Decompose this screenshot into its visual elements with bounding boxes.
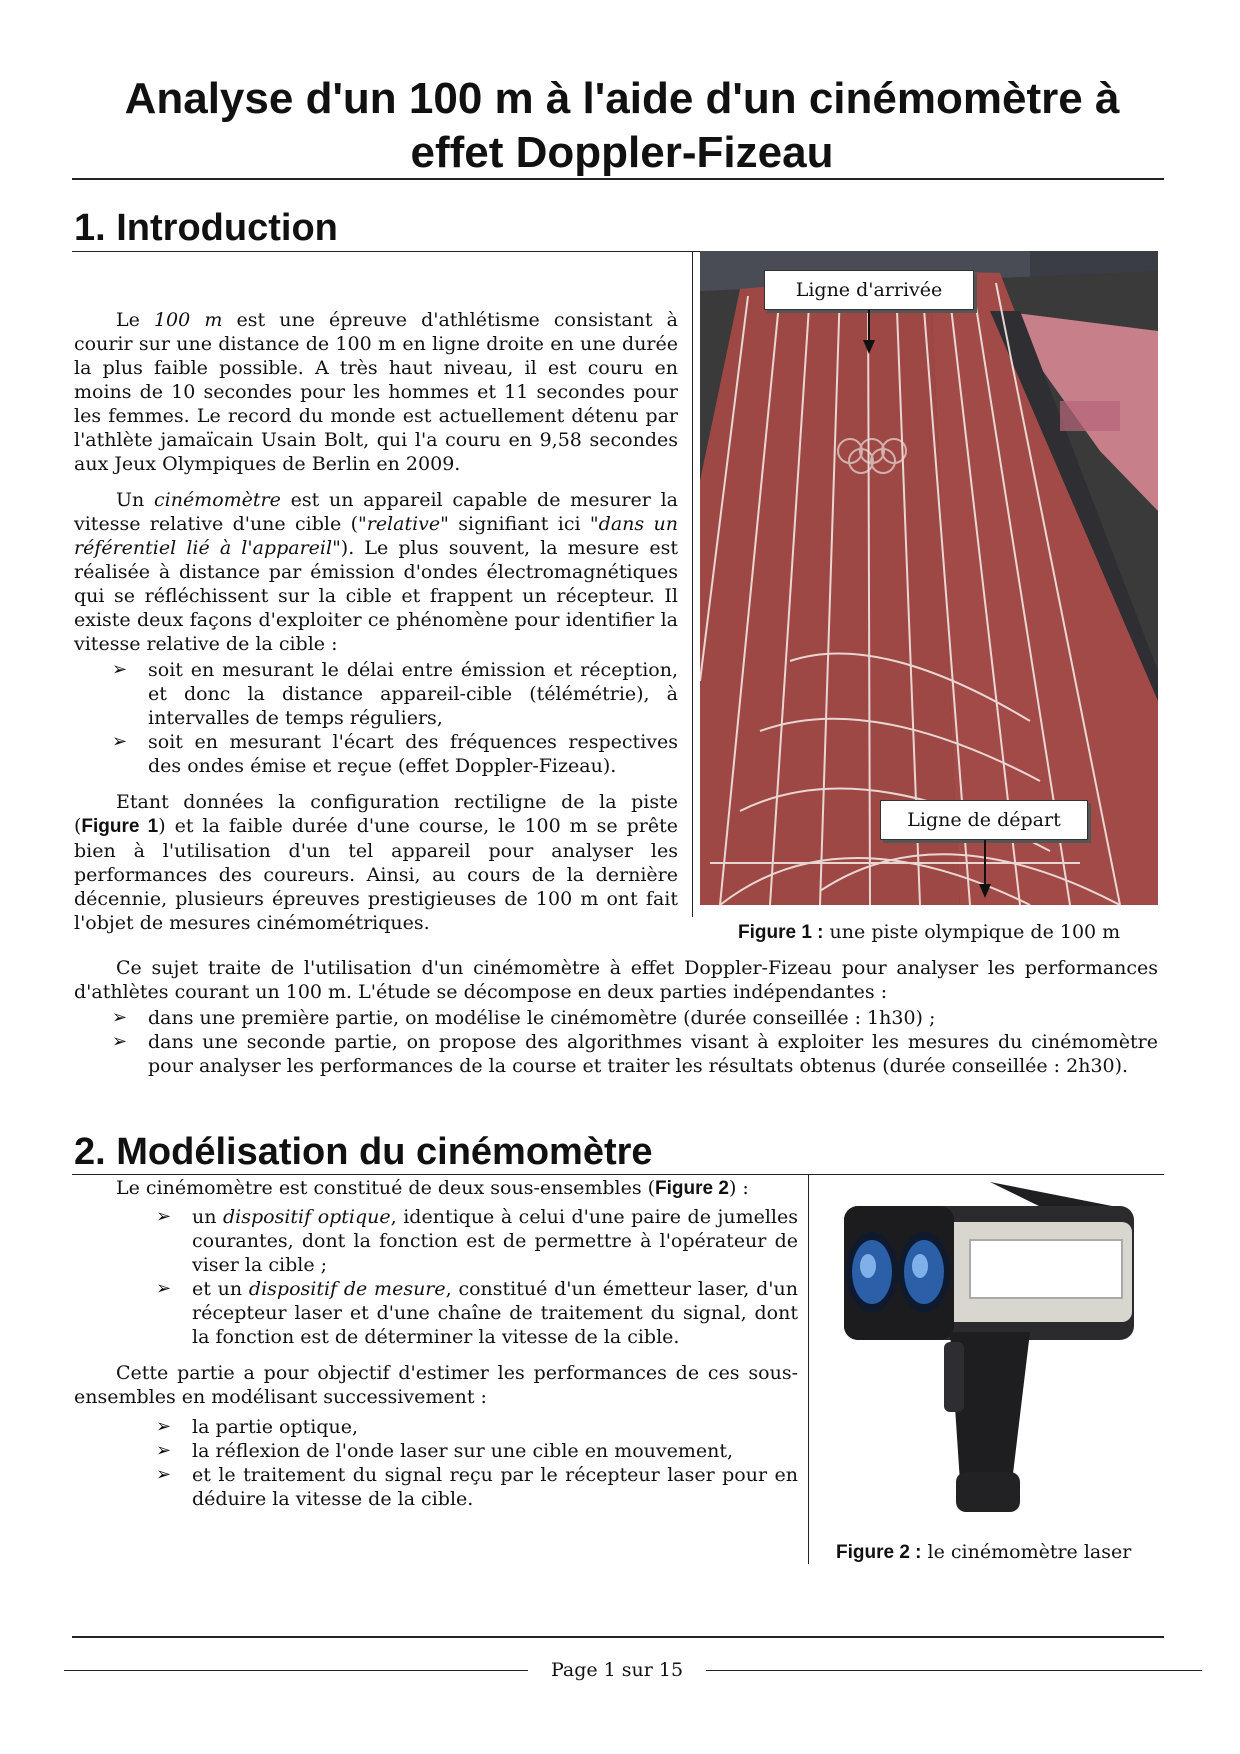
arrowhead-bullet-icon: ➢ <box>112 659 128 680</box>
callout-finish-line: Ligne d'arrivée <box>764 270 974 310</box>
section-2-column-divider <box>808 1174 809 1564</box>
arrowhead-bullet-icon: ➢ <box>112 731 128 752</box>
footer-rule-right <box>706 1670 1202 1671</box>
callout-start-line: Ligne de départ <box>880 800 1088 840</box>
list-item: ➢ la partie optique, <box>156 1416 359 1438</box>
figure-1-caption: Figure 1 : une piste olympique de 100 m <box>738 921 1121 943</box>
footer-rule-top <box>72 1636 1164 1638</box>
figure-2-reference: Figure 2 <box>655 1178 729 1199</box>
section-1-heading: 1. Introduction <box>74 207 338 249</box>
intro-paragraph-1: Le 100 m est une épreuve d'athlétisme consistant à courir sur une distance de 100 m en ligne droite en une durée la plus faible possible. A très haut niveau, il est couru en moins de 10 secondes pour les hommes et 11 secondes pour les femmes. Le record du monde est actuellement détenu par l'athlète jamaïcain Usain Bolt, qui l'a couru en 9,58 secondes aux Jeux Olympiques de Berlin en 2009. <box>74 309 678 475</box>
intro-paragraph-3: Etant données la configuration rectiligne de la piste (Figure 1) et la faible durée d'une course, le 100 m se prête bien à l'utilisation d'un tel appareil pour analyser les performances des coureurs. Ainsi, au cours de la dernière décennie, plusieurs épreuves prestigieuses de 100 m ont fait l'objet de mesures cinémométriques. <box>74 791 679 934</box>
arrow-down-icon <box>984 840 986 896</box>
arrowhead-bullet-icon: ➢ <box>156 1440 172 1461</box>
list-item: ➢ et le traitement du signal reçu par le récepteur laser pour en déduire la vitesse de la cible. <box>156 1464 798 1510</box>
intro-paragraph-2: Un cinémomètre est un appareil capable de mesurer la vitesse relative d'une cible ("relative" signifiant ici "dans un référentiel lié à l'appareil"). Le plus souvent, la mesure est réalisée à distance par émission d'ondes électromagnétiques qui se réfléchissent sur la cible et frappent un récepteur. Il existe deux façons d'exploiter ce phénomène pour identifier la vitesse relative de la cible : <box>74 489 678 655</box>
section-1-rule <box>72 251 700 252</box>
arrowhead-bullet-icon: ➢ <box>156 1416 172 1437</box>
document-title <box>72 72 1172 180</box>
laser-gun-illustration <box>840 1182 1140 1522</box>
section-2-rule <box>72 1174 1164 1175</box>
section-1-text-column <box>74 308 678 935</box>
modelling-steps-list <box>74 1415 798 1511</box>
arrowhead-bullet-icon: ➢ <box>156 1278 172 1299</box>
title-rule <box>72 178 1164 180</box>
list-item: ➢ un dispositif optique, identique à celui d'une paire de jumelles courantes, dont la fonction est de permettre à l'opérateur de viser la cible ; <box>156 1206 798 1276</box>
measurement-methods-list <box>74 658 678 778</box>
list-item: ➢ dans une seconde partie, on propose des algorithmes visant à exploiter les mesures du cinémomètre pour analyser les performances de la course et traiter les résultats obtenus (durée conseillée : 2h30). <box>112 1031 1158 1077</box>
arrowhead-bullet-icon: ➢ <box>156 1464 172 1485</box>
arrow-down-icon <box>868 310 870 352</box>
arrowhead-bullet-icon: ➢ <box>156 1206 172 1227</box>
subsystems-list <box>74 1205 798 1349</box>
section-2-paragraph-1: Le cinémomètre est constitué de deux sous-ensembles (Figure 2) : <box>116 1177 749 1199</box>
section-2-text-column <box>74 1176 798 1511</box>
section-2-paragraph-2: Cette partie a pour objectif d'estimer les performances de ces sous-ensembles en modélisant successivement : <box>74 1362 798 1408</box>
figure-2-caption: Figure 2 : le cinémomètre laser <box>836 1541 1132 1563</box>
title-line-1: Analyse d'un 100 m à l'aide d'un cinémomètre à <box>124 74 1120 123</box>
emphasis-100m: 100 m <box>153 309 223 331</box>
section-1-column-divider <box>692 251 693 917</box>
title-line-2: effet Doppler-Fizeau <box>410 128 834 177</box>
arrowhead-bullet-icon: ➢ <box>112 1007 128 1028</box>
section-2-heading: 2. Modélisation du cinémomètre <box>74 1131 653 1173</box>
page-number: Page 1 sur 15 <box>550 1659 684 1681</box>
list-item: ➢ et un dispositif de mesure, constitué d'un émetteur laser, d'un récepteur laser et d'une chaîne de traitement du signal, dont la fonction est de déterminer la vitesse de la cible. <box>156 1278 798 1348</box>
list-item: ➢ dans une première partie, on modélise le cinémomètre (durée conseillée : 1h30) ; <box>112 1007 936 1029</box>
list-item: ➢ la réflexion de l'onde laser sur une cible en mouvement, <box>156 1440 734 1462</box>
list-item: ➢ soit en mesurant l'écart des fréquences respectives des ondes émise et reçue (effet Doppler-Fizeau). <box>112 731 678 777</box>
footer-rule-left <box>64 1670 528 1671</box>
study-parts-list <box>74 1006 1158 1078</box>
list-item: ➢ soit en mesurant le délai entre émission et réception, et donc la distance appareil-cible (télémétrie), à intervalles de temps réguliers, <box>112 659 678 729</box>
arrowhead-bullet-icon: ➢ <box>112 1031 128 1052</box>
figure-1-reference: Figure 1 <box>81 816 159 837</box>
intro-paragraph-4: Ce sujet traite de l'utilisation d'un cinémomètre à effet Doppler-Fizeau pour analyser les performances d'athlètes courant un 100 m. L'étude se décompose en deux parties indépendantes : <box>74 957 1158 1003</box>
section-1-full-width-text <box>74 956 1158 1078</box>
figure-2-laser-gun-photo <box>840 1182 1140 1522</box>
